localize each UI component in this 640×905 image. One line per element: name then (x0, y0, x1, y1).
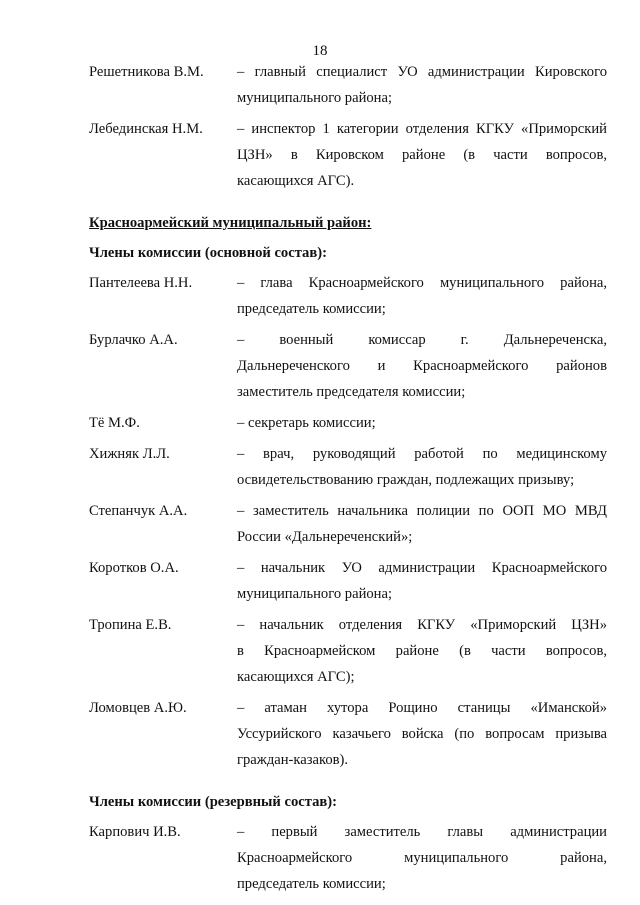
member-name: Тропина Е.В. (89, 617, 172, 633)
member-role-line: освидетельствованию граждан, подлежащих призыву; (237, 472, 575, 488)
member-entry (89, 59, 607, 111)
member-entry (89, 410, 607, 436)
member-entry (89, 612, 607, 690)
member-name: Тё М.Ф. (89, 415, 140, 431)
document-body (89, 59, 607, 902)
member-entry (89, 695, 607, 773)
member-role-line: – заместитель начальника полиции по ООП МО МВД (237, 503, 607, 519)
member-role-line: председатель комиссии; (237, 876, 386, 892)
member-name: Карпович И.В. (89, 824, 181, 840)
reserve-members-list (89, 819, 607, 897)
member-entry (89, 819, 607, 897)
member-name: Хижняк Л.Л. (89, 446, 170, 462)
member-role-line: – атаман хутора Рощино станицы «Иманской» (237, 700, 607, 716)
member-entry (89, 441, 607, 493)
member-role (237, 270, 607, 322)
member-role-line: – военный комиссар г. Дальнереченска, (237, 332, 607, 348)
main-members-list (89, 270, 607, 773)
member-role-line: Красноармейского муниципального района, (237, 850, 607, 866)
member-name: Бурлачко А.А. (89, 332, 178, 348)
member-role-line: – начальник УО администрации Красноармейского (237, 560, 607, 576)
member-entry (89, 498, 607, 550)
member-role-line: председатель комиссии; (237, 301, 386, 317)
member-role-line: – глава Красноармейского муниципального района, (237, 275, 607, 291)
member-role (237, 327, 607, 405)
member-entry (89, 327, 607, 405)
page-number: 18 (312, 43, 328, 59)
member-role-line: ЦЗН» в Кировском районе (в части вопросов, (237, 147, 607, 163)
member-role-line: – начальник отделения КГКУ «Приморский ЦЗН» (237, 617, 607, 633)
member-name: Степанчук А.А. (89, 503, 188, 519)
member-role-line: – секретарь комиссии; (237, 415, 376, 431)
member-role-line: Дальнереченского и Красноармейского районов (237, 358, 607, 374)
member-role (237, 819, 607, 897)
member-role (237, 498, 607, 550)
member-name: Ломовцев А.Ю. (89, 700, 187, 716)
member-role-line: – инспектор 1 категории отделения КГКУ «Приморский (237, 121, 607, 137)
member-role-line: муниципального района; (237, 90, 393, 106)
main-members-heading: Члены комиссии (основной состав): (89, 245, 327, 261)
member-entry (89, 116, 607, 194)
member-name: Лебединская Н.М. (89, 121, 203, 137)
member-role (237, 441, 607, 493)
member-entry (89, 555, 607, 607)
member-role (237, 555, 607, 607)
member-name: Пантелеева Н.Н. (89, 275, 193, 291)
member-name: Решетникова В.М. (89, 64, 204, 80)
member-role (237, 410, 607, 436)
member-role (237, 695, 607, 773)
member-role (237, 59, 607, 111)
section-heading: Красноармейский муниципальный район: (89, 215, 372, 231)
member-role-line: заместитель председателя комиссии; (237, 384, 466, 400)
reserve-members-heading: Члены комиссии (резервный состав): (89, 794, 337, 810)
member-role (237, 116, 607, 194)
member-role (237, 612, 607, 690)
member-role-line: граждан-казаков). (237, 752, 349, 768)
member-role-line: Уссурийского казачьего войска (по вопросам призыва (237, 726, 607, 742)
top-entries-list (89, 59, 607, 194)
member-entry (89, 270, 607, 322)
member-role-line: – врач, руководящий работой по медицинскому (237, 446, 607, 462)
member-role-line: России «Дальнереченский»; (237, 529, 413, 545)
member-role-line: – первый заместитель главы администрации (237, 824, 607, 840)
member-role-line: муниципального района; (237, 586, 393, 602)
member-role-line: – главный специалист УО администрации Кировского (237, 64, 607, 80)
member-role-line: касающихся АГС); (237, 669, 355, 685)
member-role-line: в Красноармейском районе (в части вопросов, (237, 643, 607, 659)
member-role-line: касающихся АГС). (237, 173, 355, 189)
member-name: Коротков О.А. (89, 560, 179, 576)
